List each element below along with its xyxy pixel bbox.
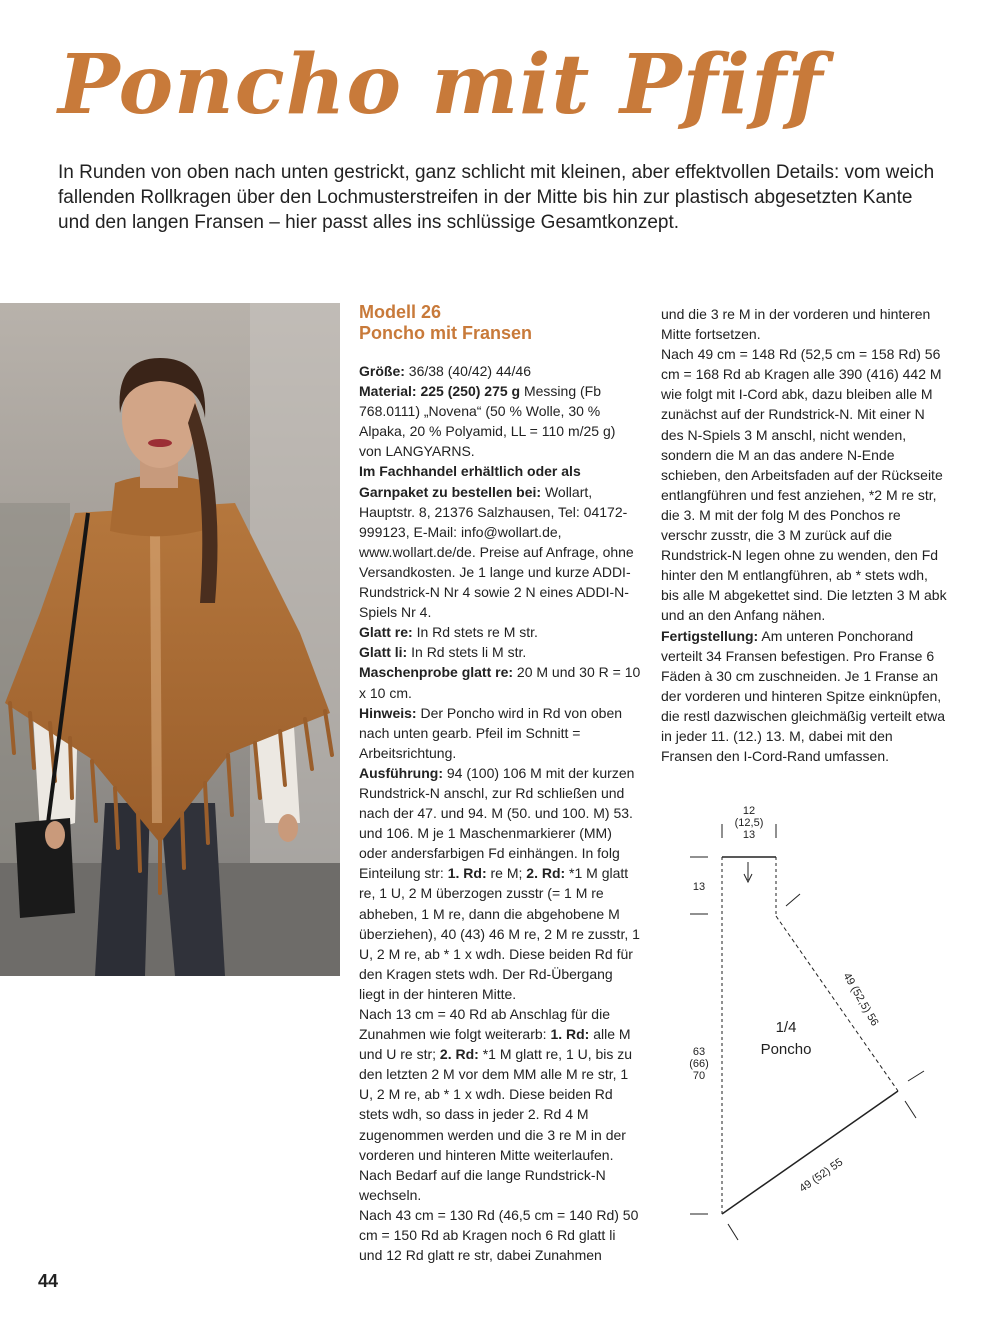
diagonal-length-label: 49 (52,5) 56 (840, 970, 881, 1029)
instructions-column-right (661, 304, 947, 766)
page-title: Poncho mit Pfiff (58, 37, 824, 133)
edge-paragraph: Nach 43 cm = 130 Rd (46,5 cm = 140 Rd) 50 cm = 150 Rd ab Kragen noch 6 Rd glatt li und 12 Rd glatt re str, dabei Zunahmen (359, 1206, 639, 1264)
instructions-column-middle (359, 302, 641, 1265)
model-heading (359, 302, 641, 344)
top-width-label-2: (12,5) (734, 817, 764, 829)
top-width-label-3: 13 (742, 829, 756, 841)
detail-material: Material: 225 (250) 275 g Messing (Fb 768.0111) „Novena“ (50 % Wolle, 30 % Alpaka, 20 % Polyamid, LL = 110 m/25 g) von LANGYARNS. (359, 383, 616, 460)
intro-text: In Runden von oben nach unten gestrickt, ganz schlicht mit kleinen, aber effektvollen Details: vom weich fallenden Rollkragen über den Lochmusterstreifen in der Mitte bis hin zur plastisch abgesetzten Kante und den langen Fransen – hier passt alles ins schlüssige Gesamtkonzept. (58, 162, 935, 233)
execution-paragraph: Ausführung: 94 (100) 106 M mit der kurzen Rundstrick-N anschl, zur Rd schließen und nach der 47. und 94. M (50. und 100. M) 53. und 106. M je 1 Maschenmarkierer (MM) oder andersfarbigen Fd einhängen. In folg Einteilung str: 1. Rd: re M; 2. Rd: *1 M glatt re, 1 U, 2 M überzogen zusstr (= 1 M re abheben, 1 M re, dann die abgehobene M überziehen), 40 (43) 46 M re, 2 M re zusstr, 1 U, 2 M re, ab * 1 x wdh. Diese beiden Rd für den Kragen stets wdh. Der Rd-Übergang liegt in der hinteren Mitte. (359, 764, 640, 1002)
model-number: Modell 26 (359, 302, 442, 322)
detail-glatt-re: Glatt re: In Rd stets re M str. (359, 624, 538, 641)
length-label-3: 70 (692, 1070, 706, 1082)
detail-supplier: Im Fachhandel erhältlich oder als Garnpaket zu bestellen bei: Wollart, Hauptstr. 8, 21376 Salzhausen, Tel: 04172-999123, E-Mail: info@wollart.de, www.wollart.de/de. Preise auf Anfrage, ohne Versandkosten. Je 1 lange und kurze ADDI-Rundstrick-N Nr 4 sowie 2 N eines ADDI-N-Spiels Nr 4. (359, 463, 634, 621)
length-label-2: (66) (689, 1058, 709, 1070)
increase-paragraph: Nach 13 cm = 40 Rd ab Anschlag für die Zunahmen wie folgt weiterarb: 1. Rd: alle M und U re str; 2. Rd: *1 M glatt re, 1 U, bis zu den letzten 2 M vor dem MM alle M re str, 1 U, 2 M re, ab * 1 x wdh. Diese beiden Rd stets wdh, so dass in jeder 2. Rd 4 M zugenommen werden und die 3 re M in der vorderen und hinteren Mitte weiterlaufen. Nach Bedarf auf die lange Rundstrick-N wechseln. (359, 1006, 633, 1203)
detail-note: Hinweis: Der Poncho wird in Rd von oben nach unten gearb. Pfeil im Schnitt = Arbeitsrichtung. (359, 704, 623, 761)
schematic-title: Poncho (760, 1041, 812, 1058)
top-width-label-1: 12 (742, 805, 756, 817)
collar-height-label: 13 (692, 881, 706, 893)
bottom-length-label: 49 (52) 55 (797, 1156, 846, 1195)
page-number: 44 (38, 1271, 59, 1291)
poncho-schematic (680, 796, 960, 1246)
finishing-paragraph: Fertigstellung: Am unteren Ponchorand verteilt 34 Fransen befestigen. Pro Franse 6 Fäden à 30 cm zuschneiden. Je 1 Franse an der vorderen und hinteren Spitze einknüpfen, die restl dazwischen gleichmäßig verteilt etwa in jeder 11. (12.) 13. M, dabei mit den Fransen den I-Cord-Rand umfassen. (661, 627, 946, 765)
icord-paragraph: Nach 49 cm = 148 Rd (52,5 cm = 158 Rd) 56 cm = 168 Rd ab Kragen alle 390 (416) 442 M wie folgt mit I-Cord abk, dazu bleiben alle M zunächst auf der Rundstrick-N. Mit einer N des N-Spiels 3 M anschl, nicht wenden, sondern die M an das andere N-Ende schieben, den Arbeitsfaden auf der Rückseite entlangführen und fest anziehen, *2 M re str, die 3. M mit der folg M des Ponchos re verschr zusstr, die 3 M zurück auf die Rundstrick-N legen ohne zu wenden, den Fd hinter den M entlangführen, ab * stets wdh, bis alle M abgekettet sind. Die letzten 3 M abk und an den Anfang nähen. (661, 346, 947, 624)
schematic-fraction: 1/4 (775, 1019, 797, 1036)
length-label-1: 63 (692, 1046, 706, 1058)
detail-size: Größe: 36/38 (40/42) 44/46 (359, 363, 531, 379)
detail-gauge: Maschenprobe glatt re: 20 M und 30 R = 10 x 10 cm. (359, 664, 641, 701)
continuation-paragraph: und die 3 re M in der vorderen und hinteren Mitte fortsetzen. (661, 306, 931, 343)
model-photo (0, 303, 340, 976)
model-name: Poncho mit Fransen (359, 323, 533, 343)
detail-glatt-li: Glatt li: In Rd stets li M str. (359, 644, 527, 661)
